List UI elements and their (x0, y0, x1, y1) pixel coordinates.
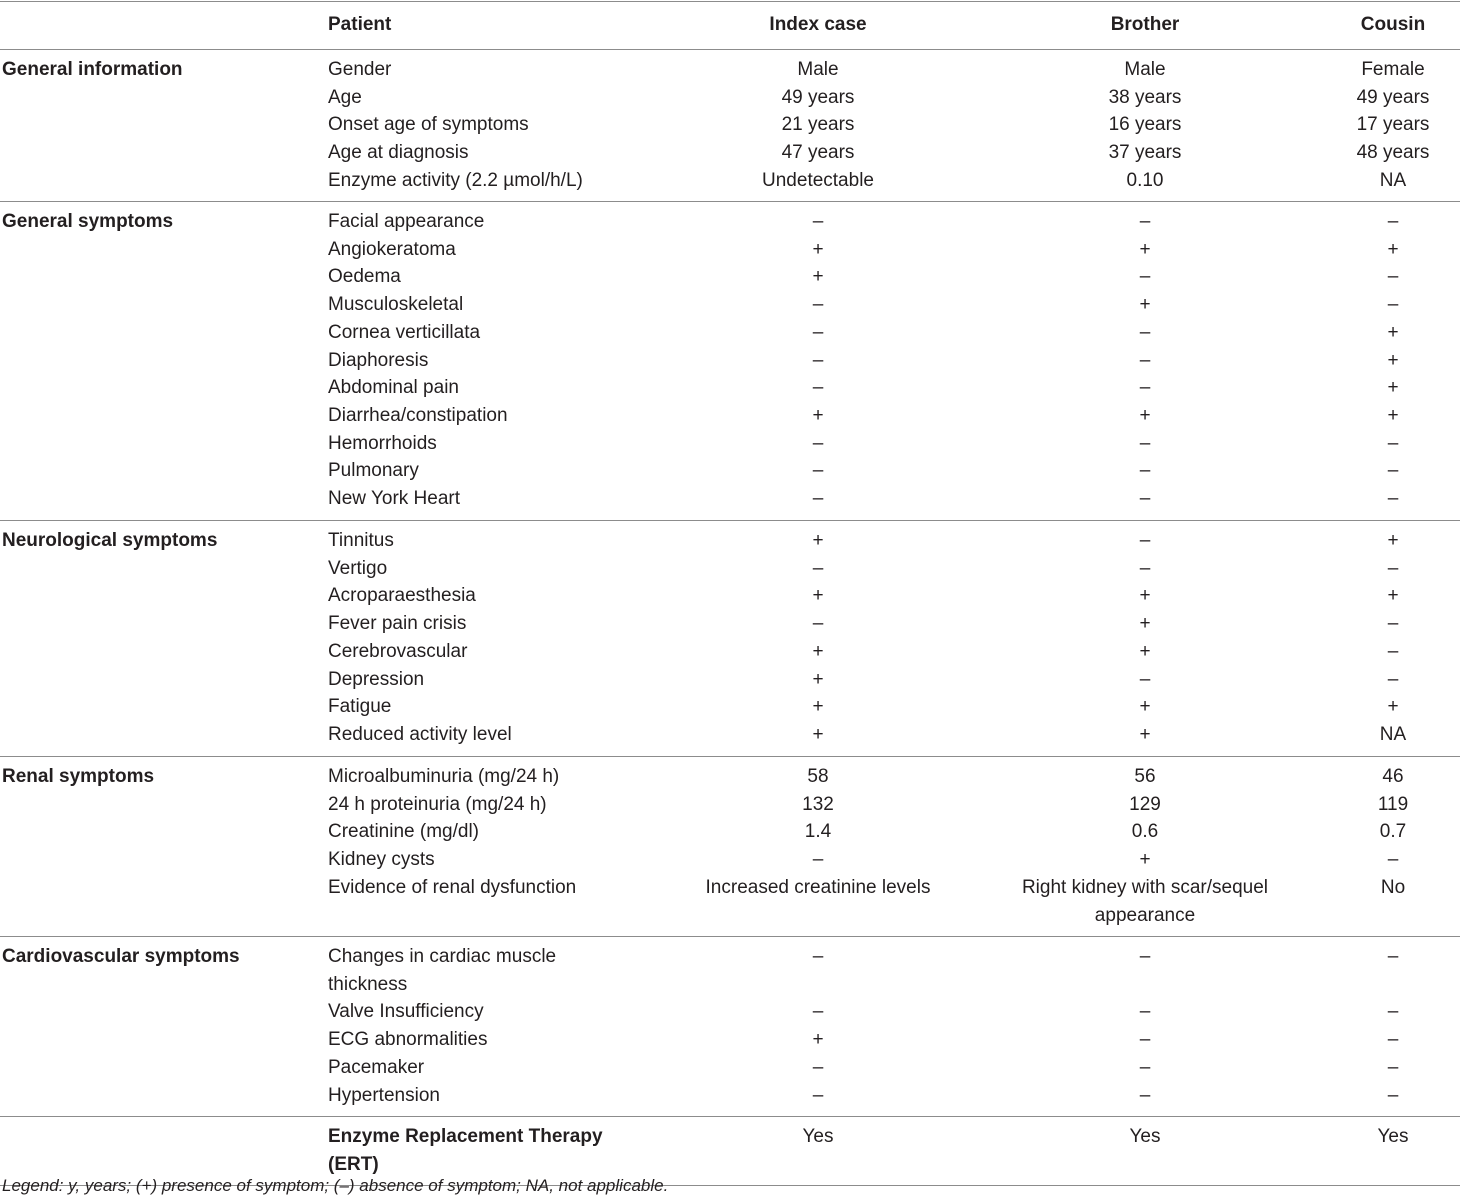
cell-brother: – (1139, 1029, 1151, 1051)
cell-index-case: – (812, 377, 824, 399)
cell-brother: + (1139, 404, 1151, 426)
cell-index-case: + (812, 668, 824, 690)
cell-cousin: – (1387, 1056, 1399, 1078)
cell-cousin: Yes (1377, 1126, 1409, 1147)
cell-brother: + (1139, 294, 1151, 316)
cell-cousin: + (1387, 530, 1399, 551)
cell-brother: + (1139, 696, 1151, 718)
row-label: Hypertension (328, 1084, 440, 1106)
cell-cousin: 17 years (1356, 114, 1430, 136)
cell-index-case: – (812, 1084, 824, 1106)
row-label: Age at diagnosis (328, 142, 469, 164)
row-label: Acroparaesthesia (328, 585, 476, 607)
cell-cousin: No (1380, 876, 1406, 898)
cell-brother: 38 years (1108, 86, 1182, 108)
cell-cousin: + (1387, 238, 1399, 260)
cell-brother: – (1139, 1001, 1151, 1023)
cell-brother: – (1139, 432, 1151, 454)
section-rule (0, 1116, 1460, 1117)
row-label: Facial appearance (328, 211, 485, 232)
cell-brother: – (1139, 321, 1151, 343)
cell-index-case: 132 (802, 793, 834, 815)
cell-cousin: + (1387, 696, 1399, 718)
cell-index-case: Yes (802, 1126, 834, 1147)
cell-cousin: NA (1379, 723, 1407, 745)
cell-cousin: 46 (1382, 766, 1404, 787)
cell-cousin: – (1387, 946, 1399, 967)
cell-brother: 56 (1134, 766, 1156, 787)
cell-brother: – (1139, 460, 1151, 482)
cell-index-case: – (812, 849, 824, 871)
cell-cousin: + (1387, 321, 1399, 343)
cell-brother: Yes (1129, 1126, 1161, 1147)
cell-cousin: – (1387, 294, 1399, 316)
row-label: Enzyme Replacement Therapy (ERT) (328, 1126, 603, 1175)
cell-cousin: – (1387, 668, 1399, 690)
table-top-rule (0, 1, 1460, 2)
cell-brother: 16 years (1108, 114, 1182, 136)
row-label: Creatinine (mg/dl) (328, 821, 479, 843)
cell-cousin: – (1387, 1029, 1399, 1051)
cell-cousin: Female (1361, 59, 1425, 80)
cell-cousin: 48 years (1356, 142, 1430, 164)
row-label: Angiokeratoma (328, 238, 456, 260)
row-label: Musculoskeletal (328, 294, 464, 316)
header-rule (0, 49, 1460, 50)
row-label: Microalbuminuria (mg/24 h) (328, 766, 560, 787)
cell-brother: Male (1124, 59, 1166, 80)
cell-cousin: + (1387, 585, 1399, 607)
header-patient: Patient (328, 14, 392, 35)
row-label: Age (328, 86, 362, 108)
cell-index-case: + (812, 238, 824, 260)
cell-index-case: 47 years (781, 142, 855, 164)
cell-index-case: – (812, 946, 824, 967)
cell-index-case: – (812, 488, 824, 509)
row-label: Changes in cardiac muscle thickness (328, 946, 557, 995)
cell-cousin: – (1387, 557, 1399, 579)
row-label: Valve Insufficiency (328, 1001, 484, 1023)
cell-brother: + (1139, 238, 1151, 260)
cell-index-case: 1.4 (804, 821, 832, 843)
section-title: Cardiovascular symptoms (2, 946, 240, 967)
section-rule (0, 201, 1460, 202)
cell-cousin: NA (1379, 169, 1407, 191)
section-title: Neurological symptoms (2, 530, 218, 551)
cell-index-case: – (812, 211, 824, 232)
cell-index-case: + (812, 266, 824, 288)
cell-index-case: + (812, 723, 824, 745)
cell-brother: 0.10 (1126, 169, 1164, 191)
row-label: Pulmonary (328, 460, 419, 482)
row-label: ECG abnormalities (328, 1029, 488, 1051)
row-label: Oedema (328, 266, 401, 288)
header-cousin: Cousin (1360, 14, 1426, 35)
cell-cousin: – (1387, 613, 1399, 635)
section-title: General symptoms (2, 211, 174, 232)
row-label: Fever pain crisis (328, 613, 467, 635)
cell-cousin: – (1387, 1084, 1399, 1106)
cell-cousin: + (1387, 404, 1399, 426)
cell-cousin: – (1387, 640, 1399, 662)
cell-brother: – (1139, 266, 1151, 288)
section-title: Renal symptoms (2, 766, 155, 787)
row-label: 24 h proteinuria (mg/24 h) (328, 793, 547, 815)
cell-brother: – (1139, 488, 1151, 509)
cell-index-case: – (812, 349, 824, 371)
row-label: Cerebrovascular (328, 640, 468, 662)
cell-index-case: 21 years (781, 114, 855, 136)
cell-brother: 37 years (1108, 142, 1182, 164)
header-brother: Brother (1110, 14, 1180, 35)
cell-brother: – (1139, 946, 1151, 967)
cell-index-case: + (812, 696, 824, 718)
cell-brother: + (1139, 585, 1151, 607)
cell-index-case: – (812, 613, 824, 635)
section-rule (0, 520, 1460, 521)
cell-brother: + (1139, 723, 1151, 745)
row-label: Gender (328, 59, 392, 80)
row-label: Pacemaker (328, 1056, 425, 1078)
section-rule (0, 936, 1460, 937)
cell-index-case: Increased creatinine levels (705, 876, 931, 898)
cell-index-case: + (812, 640, 824, 662)
cell-brother: 129 (1129, 793, 1161, 815)
row-label: Onset age of symptoms (328, 114, 529, 136)
cell-brother: Right kidney with scar/sequel appearance (1021, 876, 1269, 926)
row-label: Diaphoresis (328, 349, 429, 371)
cell-brother: + (1139, 640, 1151, 662)
cell-brother: + (1139, 613, 1151, 635)
cell-cousin: 49 years (1356, 86, 1430, 108)
cell-index-case: Male (797, 59, 839, 80)
cell-cousin: 119 (1377, 793, 1409, 815)
cell-brother: – (1139, 1084, 1151, 1106)
cell-index-case: + (812, 404, 824, 426)
row-label: Tinnitus (328, 530, 394, 551)
cell-cousin: + (1387, 349, 1399, 371)
cell-brother: – (1139, 211, 1151, 232)
header-index-case: Index case (769, 14, 867, 35)
row-label: Fatigue (328, 696, 392, 718)
cell-brother: – (1139, 1056, 1151, 1078)
cell-index-case: – (812, 321, 824, 343)
cell-cousin: + (1387, 377, 1399, 399)
row-label: Cornea verticillata (328, 321, 481, 343)
cell-cousin: – (1387, 488, 1399, 509)
cell-index-case: – (812, 557, 824, 579)
cell-cousin: – (1387, 266, 1399, 288)
section-rule (0, 756, 1460, 757)
row-label: Reduced activity level (328, 723, 512, 745)
row-label: Kidney cysts (328, 849, 435, 871)
cell-brother: – (1139, 377, 1151, 399)
table-legend: Legend: y, years; (+) presence of symptom; (–) absence of symptom; NA, not applicable. (2, 1176, 669, 1195)
cell-brother: – (1139, 557, 1151, 579)
row-label: Depression (328, 668, 425, 690)
cell-cousin: – (1387, 1001, 1399, 1023)
cell-index-case: + (812, 585, 824, 607)
cell-index-case: – (812, 294, 824, 316)
section-title: General information (2, 59, 183, 80)
cell-index-case: 49 years (781, 86, 855, 108)
row-label: Vertigo (328, 557, 388, 579)
cell-index-case: + (812, 530, 824, 551)
cell-cousin: – (1387, 849, 1399, 871)
row-label: Diarrhea/constipation (328, 404, 508, 426)
cell-index-case: – (812, 1056, 824, 1078)
cell-brother: – (1139, 530, 1151, 551)
row-label: Hemorrhoids (328, 432, 437, 454)
cell-cousin: – (1387, 432, 1399, 454)
cell-index-case: + (812, 1029, 824, 1051)
cell-brother: – (1139, 668, 1151, 690)
cell-index-case: – (812, 1001, 824, 1023)
cell-index-case: – (812, 432, 824, 454)
row-label: Abdominal pain (328, 377, 459, 399)
cell-index-case: Undetectable (762, 169, 874, 191)
row-label: Evidence of renal dysfunction (328, 876, 577, 898)
cell-brother: 0.6 (1131, 821, 1159, 843)
cell-cousin: 0.7 (1379, 821, 1407, 843)
row-label: New York Heart (328, 488, 461, 509)
cell-brother: – (1139, 349, 1151, 371)
cell-cousin: – (1387, 460, 1399, 482)
cell-index-case: 58 (807, 766, 829, 787)
cell-brother: + (1139, 849, 1151, 871)
cell-cousin: – (1387, 211, 1399, 232)
cell-index-case: – (812, 460, 824, 482)
row-label: Enzyme activity (2.2 µmol/h/L) (328, 169, 583, 191)
